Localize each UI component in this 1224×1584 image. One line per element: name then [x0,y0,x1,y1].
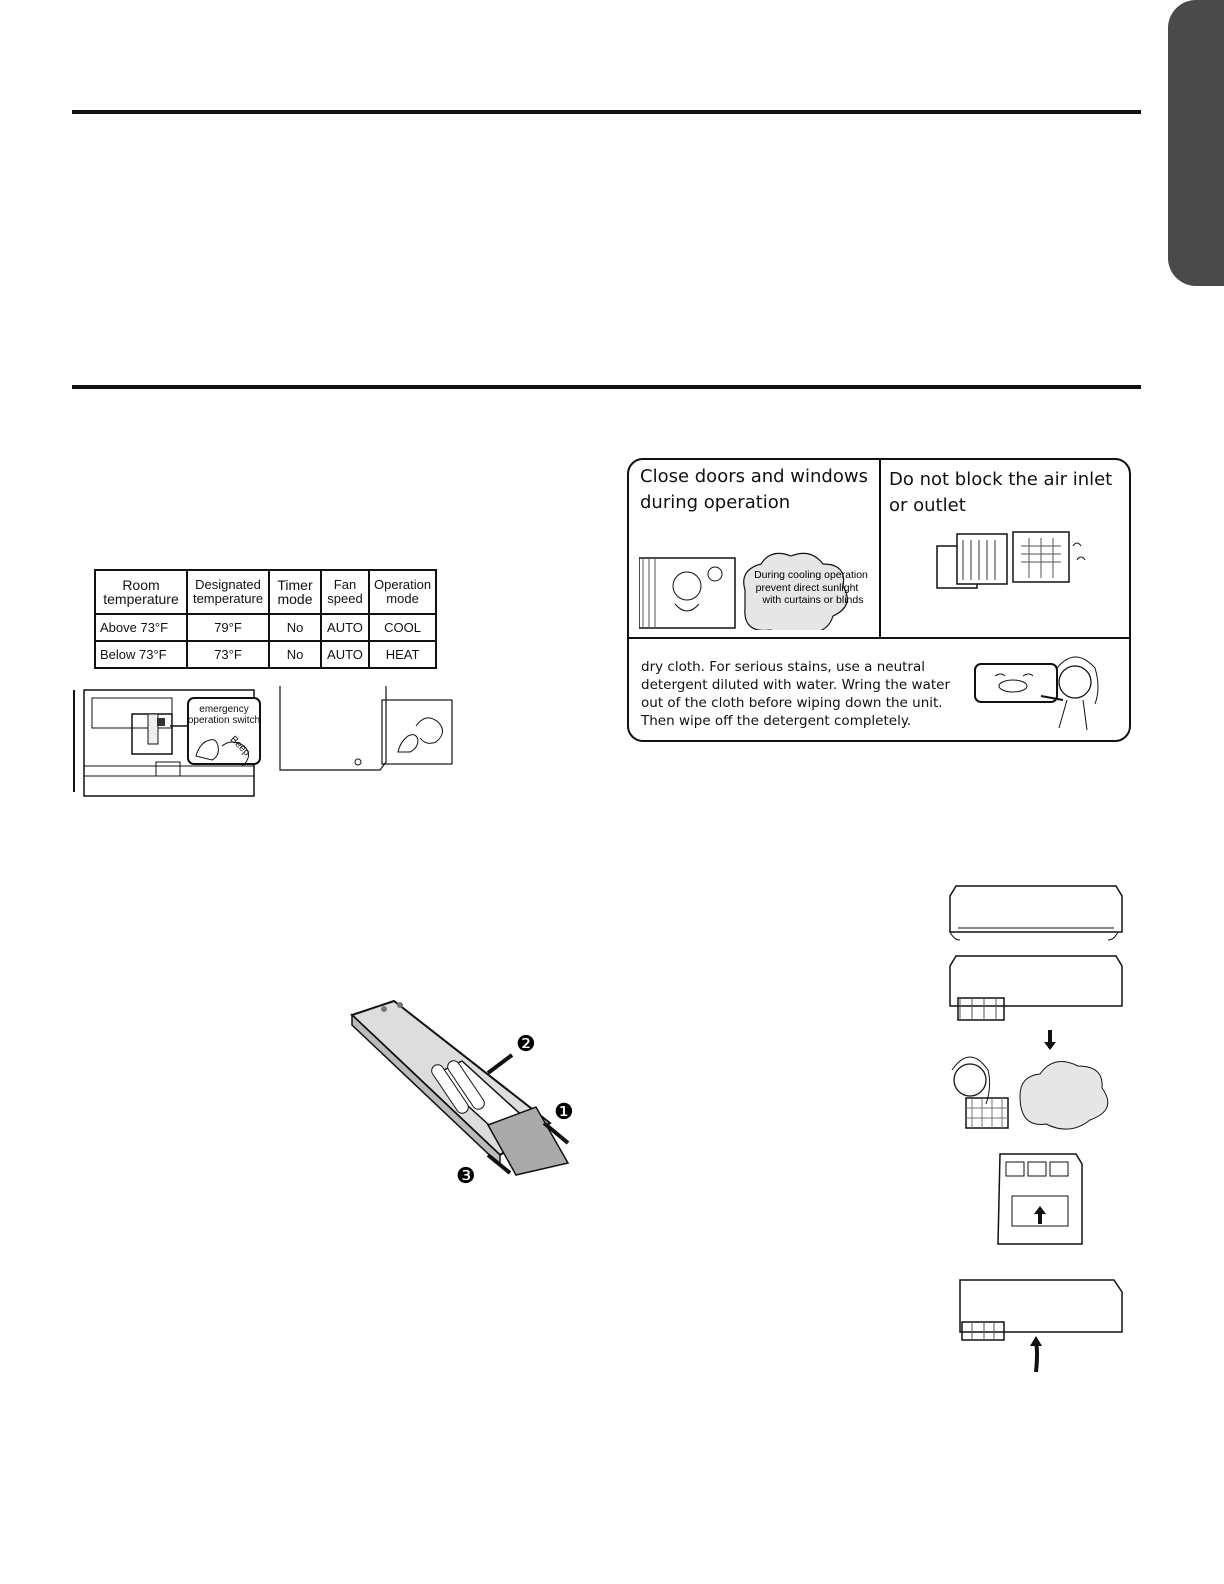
step-close-panel-illustration [960,1280,1122,1372]
emergency-switch-illustration [72,686,462,798]
table-cell: COOL [369,614,436,641]
table-cell: AUTO [321,641,369,668]
blocked-inlet-illustration [917,526,1117,592]
top-rule [72,110,1141,114]
table-cell: Above 73°F [95,614,187,641]
tips-divider-vertical [879,460,881,638]
filter-cleaning-illustrations [944,880,1130,1380]
sunlight-text-3: with curtains or blinds [762,594,864,606]
table-row [95,641,436,668]
tip-do-not-block: Do not block the air inlet or outlet [889,469,1113,516]
header-timer-mode: Timer mode [269,570,321,614]
step-reinsert-filter-illustration [998,1154,1082,1244]
table-cell: 73°F [187,641,269,668]
header-operation-mode: Operation mode [369,570,436,614]
table-cell: HEAT [369,641,436,668]
step-open-panel-illustration [950,886,1122,940]
table-row [95,614,436,641]
table-cell: No [269,614,321,641]
table-header-row [95,570,436,614]
emergency-operation-table [94,569,437,669]
table-cell: AUTO [321,614,369,641]
cleaning-instructions: dry cloth. For serious stains, use a neutral detergent diluted with water. Wring the water out of the cloth before wiping down the unit. Then wipe off the detergent completely. [641,659,950,729]
beep-label: Beep [227,734,252,759]
battery-step-2: ❷ [516,1032,536,1057]
table-cell: No [269,641,321,668]
header-designated-temperature: Designated temperature [187,570,269,614]
tip-close-doors: Close doors and windows during operation [640,466,868,513]
emergency-label-line1: emergency [199,704,249,715]
battery-step-1: ❶ [554,1100,574,1125]
emergency-label-line2: operation switch [187,715,261,726]
operation-tips-panel [627,458,1131,742]
remote-battery-illustration [340,995,585,1190]
sunlight-text-2: prevent direct sunlight [755,582,859,594]
sunlight-illustration [639,546,875,630]
tips-divider-horizontal [629,637,1129,639]
header-room-temperature: Room temperature [95,570,187,614]
header-fan-speed: Fan speed [321,570,369,614]
table-cell: 79°F [187,614,269,641]
battery-step-3: ❸ [456,1164,476,1189]
section-rule [72,385,1141,389]
section-tab [1168,0,1224,286]
table-cell: Below 73°F [95,641,187,668]
sunlight-text-1: During cooling operation [754,569,868,581]
step-wash-filter-illustration [952,1057,1108,1129]
wipe-unit-illustration [971,646,1121,736]
step-remove-filter-illustration [950,956,1122,1050]
